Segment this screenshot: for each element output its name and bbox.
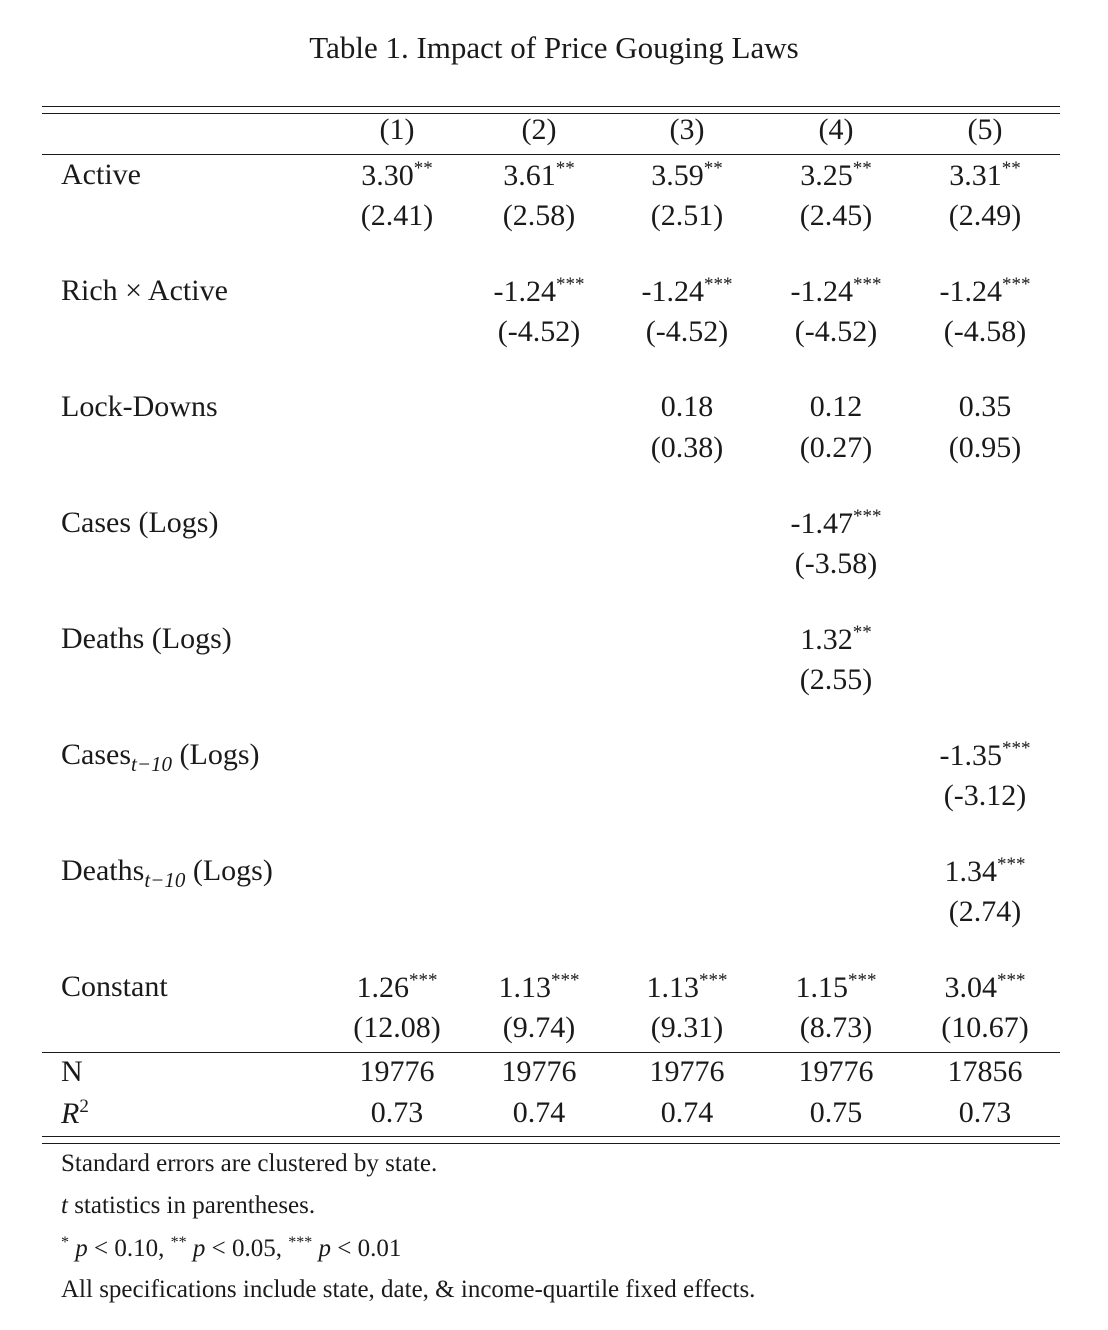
coefficient-cell: -1.24***	[790, 274, 882, 308]
stats-rule	[42, 1052, 1060, 1053]
tstat-cell: (8.73)	[799, 1011, 873, 1044]
row-label: Rich × Active	[61, 274, 228, 307]
stat-cell: 0.74	[660, 1096, 714, 1129]
tstat-cell: (-4.58)	[943, 315, 1027, 348]
header-rule	[42, 154, 1060, 155]
tstat-cell: (-3.12)	[943, 779, 1027, 812]
tstat-cell: (0.27)	[799, 431, 873, 464]
coefficient-cell: 0.35	[958, 390, 1012, 423]
stat-cell: 17856	[947, 1055, 1023, 1088]
significance-stars: ***	[853, 274, 882, 295]
stat-cell: 0.75	[809, 1096, 863, 1129]
tstat-row	[0, 663, 1108, 703]
significance-stars: ***	[997, 854, 1026, 875]
significance-stars: ***	[853, 506, 882, 527]
note-fixed-effects: All specifications include state, date, & income-quartile fixed effects.	[61, 1276, 756, 1303]
note-significance	[61, 1234, 401, 1263]
row-label: Active	[61, 158, 141, 191]
row-label: Deaths (Logs)	[61, 622, 232, 655]
row-label: Constant	[61, 970, 168, 1003]
column-header-1: (1)	[379, 113, 415, 146]
row-label-subscript: t−10	[131, 752, 173, 776]
coefficient-cell: -1.24***	[493, 274, 585, 308]
tstat-cell: (2.45)	[799, 199, 873, 232]
significance-stars: ***	[1002, 274, 1031, 295]
tstat-row	[0, 895, 1108, 935]
coefficient-row	[0, 738, 1108, 778]
coefficient-cell: 1.13***	[646, 970, 728, 1004]
sig-star-1: *	[61, 1234, 69, 1251]
coefficient-cell: -1.35***	[939, 738, 1031, 772]
coefficient-cell: -1.24***	[641, 274, 733, 308]
coefficient-cell: 3.61**	[503, 158, 575, 192]
stat-cell: 19776	[501, 1055, 577, 1088]
sig-text-3: < 0.01	[330, 1235, 402, 1262]
tstat-cell: (2.49)	[948, 199, 1022, 232]
row-label: Cases$_{t-10}$ (Logs)	[61, 738, 260, 776]
bottom-rule-outer	[42, 1143, 1060, 1144]
stat-label: N	[61, 1055, 83, 1088]
sig-text-1: < 0.10,	[87, 1235, 171, 1262]
coefficient-cell: -1.47***	[790, 506, 882, 540]
coefficient-cell: 3.59**	[651, 158, 723, 192]
row-label: Cases (Logs)	[61, 506, 219, 539]
tstat-cell: (0.95)	[948, 431, 1022, 464]
row-label-subscript: t−10	[144, 868, 186, 892]
tstat-cell: (9.74)	[502, 1011, 576, 1044]
coefficient-cell: 1.34***	[944, 854, 1026, 888]
stat-row	[0, 1055, 1108, 1095]
coefficient-cell: 3.31**	[949, 158, 1021, 192]
coefficient-cell: 1.26***	[356, 970, 438, 1004]
stat-row	[0, 1096, 1108, 1136]
bottom-rule-inner	[42, 1136, 1060, 1137]
tstat-cell: (2.41)	[360, 199, 434, 232]
tstat-cell: (0.38)	[650, 431, 724, 464]
tstat-cell: (2.55)	[799, 663, 873, 696]
tstat-row	[0, 547, 1108, 587]
significance-stars: **	[852, 622, 872, 643]
column-header-3: (3)	[669, 113, 705, 146]
coefficient-row	[0, 506, 1108, 546]
coefficient-cell: 3.25**	[800, 158, 872, 192]
tstat-cell: (-3.58)	[794, 547, 878, 580]
significance-stars: **	[413, 158, 433, 179]
sig-text-2: < 0.05,	[205, 1235, 289, 1262]
stat-cell: 19776	[359, 1055, 435, 1088]
stat-cell: 0.73	[370, 1096, 424, 1129]
sig-star-2: **	[170, 1234, 187, 1251]
significance-stars: ***	[699, 970, 728, 991]
stat-cell: 0.74	[512, 1096, 566, 1129]
coefficient-row	[0, 274, 1108, 314]
coefficient-cell: 3.04***	[944, 970, 1026, 1004]
table-title: Table 1. Impact of Price Gouging Laws	[309, 30, 799, 65]
column-header-2: (2)	[521, 113, 557, 146]
coefficient-cell: 1.15***	[795, 970, 877, 1004]
significance-stars: ***	[556, 274, 585, 295]
significance-stars: ***	[1002, 738, 1031, 759]
top-rule-outer	[42, 106, 1060, 107]
tstat-cell: (-4.52)	[497, 315, 581, 348]
sig-star-3: ***	[288, 1234, 313, 1251]
coefficient-cell: 3.30**	[361, 158, 433, 192]
stat-cell: 0.73	[958, 1096, 1012, 1129]
coefficient-row	[0, 158, 1108, 198]
sig-p-1: p	[75, 1235, 88, 1262]
note-tstat-text: statistics in parentheses.	[67, 1192, 316, 1219]
stat-cell: 19776	[798, 1055, 874, 1088]
tstat-cell: (2.51)	[650, 199, 724, 232]
tstat-row	[0, 315, 1108, 355]
tstat-row	[0, 779, 1108, 819]
tstat-cell: (2.74)	[948, 895, 1022, 928]
tstat-cell: (10.67)	[941, 1011, 1029, 1044]
tstat-row	[0, 431, 1108, 471]
coefficient-row	[0, 390, 1108, 430]
significance-stars: **	[555, 158, 575, 179]
tstat-cell: (-4.52)	[794, 315, 878, 348]
coefficient-cell: 0.12	[809, 390, 863, 423]
significance-stars: **	[1001, 158, 1021, 179]
coefficient-cell: 0.18	[660, 390, 714, 423]
column-header-4: (4)	[818, 113, 854, 146]
tstat-row	[0, 199, 1108, 239]
tstat-cell: (12.08)	[353, 1011, 441, 1044]
stat-label-symbol: R	[61, 1097, 80, 1130]
coefficient-row	[0, 622, 1108, 662]
tstat-cell: (-4.52)	[645, 315, 729, 348]
coefficient-cell: 1.32**	[800, 622, 872, 656]
stat-cell: 19776	[649, 1055, 725, 1088]
tstat-cell: (9.31)	[650, 1011, 724, 1044]
significance-stars: ***	[997, 970, 1026, 991]
row-label: Lock-Downs	[61, 390, 218, 423]
coefficient-cell: 1.13***	[498, 970, 580, 1004]
significance-stars: **	[703, 158, 723, 179]
note-tstat	[61, 1192, 315, 1220]
column-header-row	[0, 113, 1108, 153]
note-tstat-letter: t	[61, 1192, 68, 1219]
coefficient-cell: -1.24***	[939, 274, 1031, 308]
stat-label-superscript: 2	[79, 1096, 89, 1117]
coefficient-row	[0, 970, 1108, 1010]
tstat-cell: (2.58)	[502, 199, 576, 232]
significance-stars: **	[852, 158, 872, 179]
significance-stars: ***	[848, 970, 877, 991]
row-label: Deaths$_{t-10}$ (Logs)	[61, 854, 273, 892]
tstat-row	[0, 1011, 1108, 1051]
significance-stars: ***	[409, 970, 438, 991]
significance-stars: ***	[551, 970, 580, 991]
stat-label	[61, 1096, 89, 1131]
note-clustered: Standard errors are clustered by state.	[61, 1150, 438, 1177]
sig-p-3: p	[318, 1235, 331, 1262]
column-header-5: (5)	[967, 113, 1003, 146]
coefficient-row	[0, 854, 1108, 894]
significance-stars: ***	[704, 274, 733, 295]
sig-p-2: p	[192, 1235, 206, 1262]
